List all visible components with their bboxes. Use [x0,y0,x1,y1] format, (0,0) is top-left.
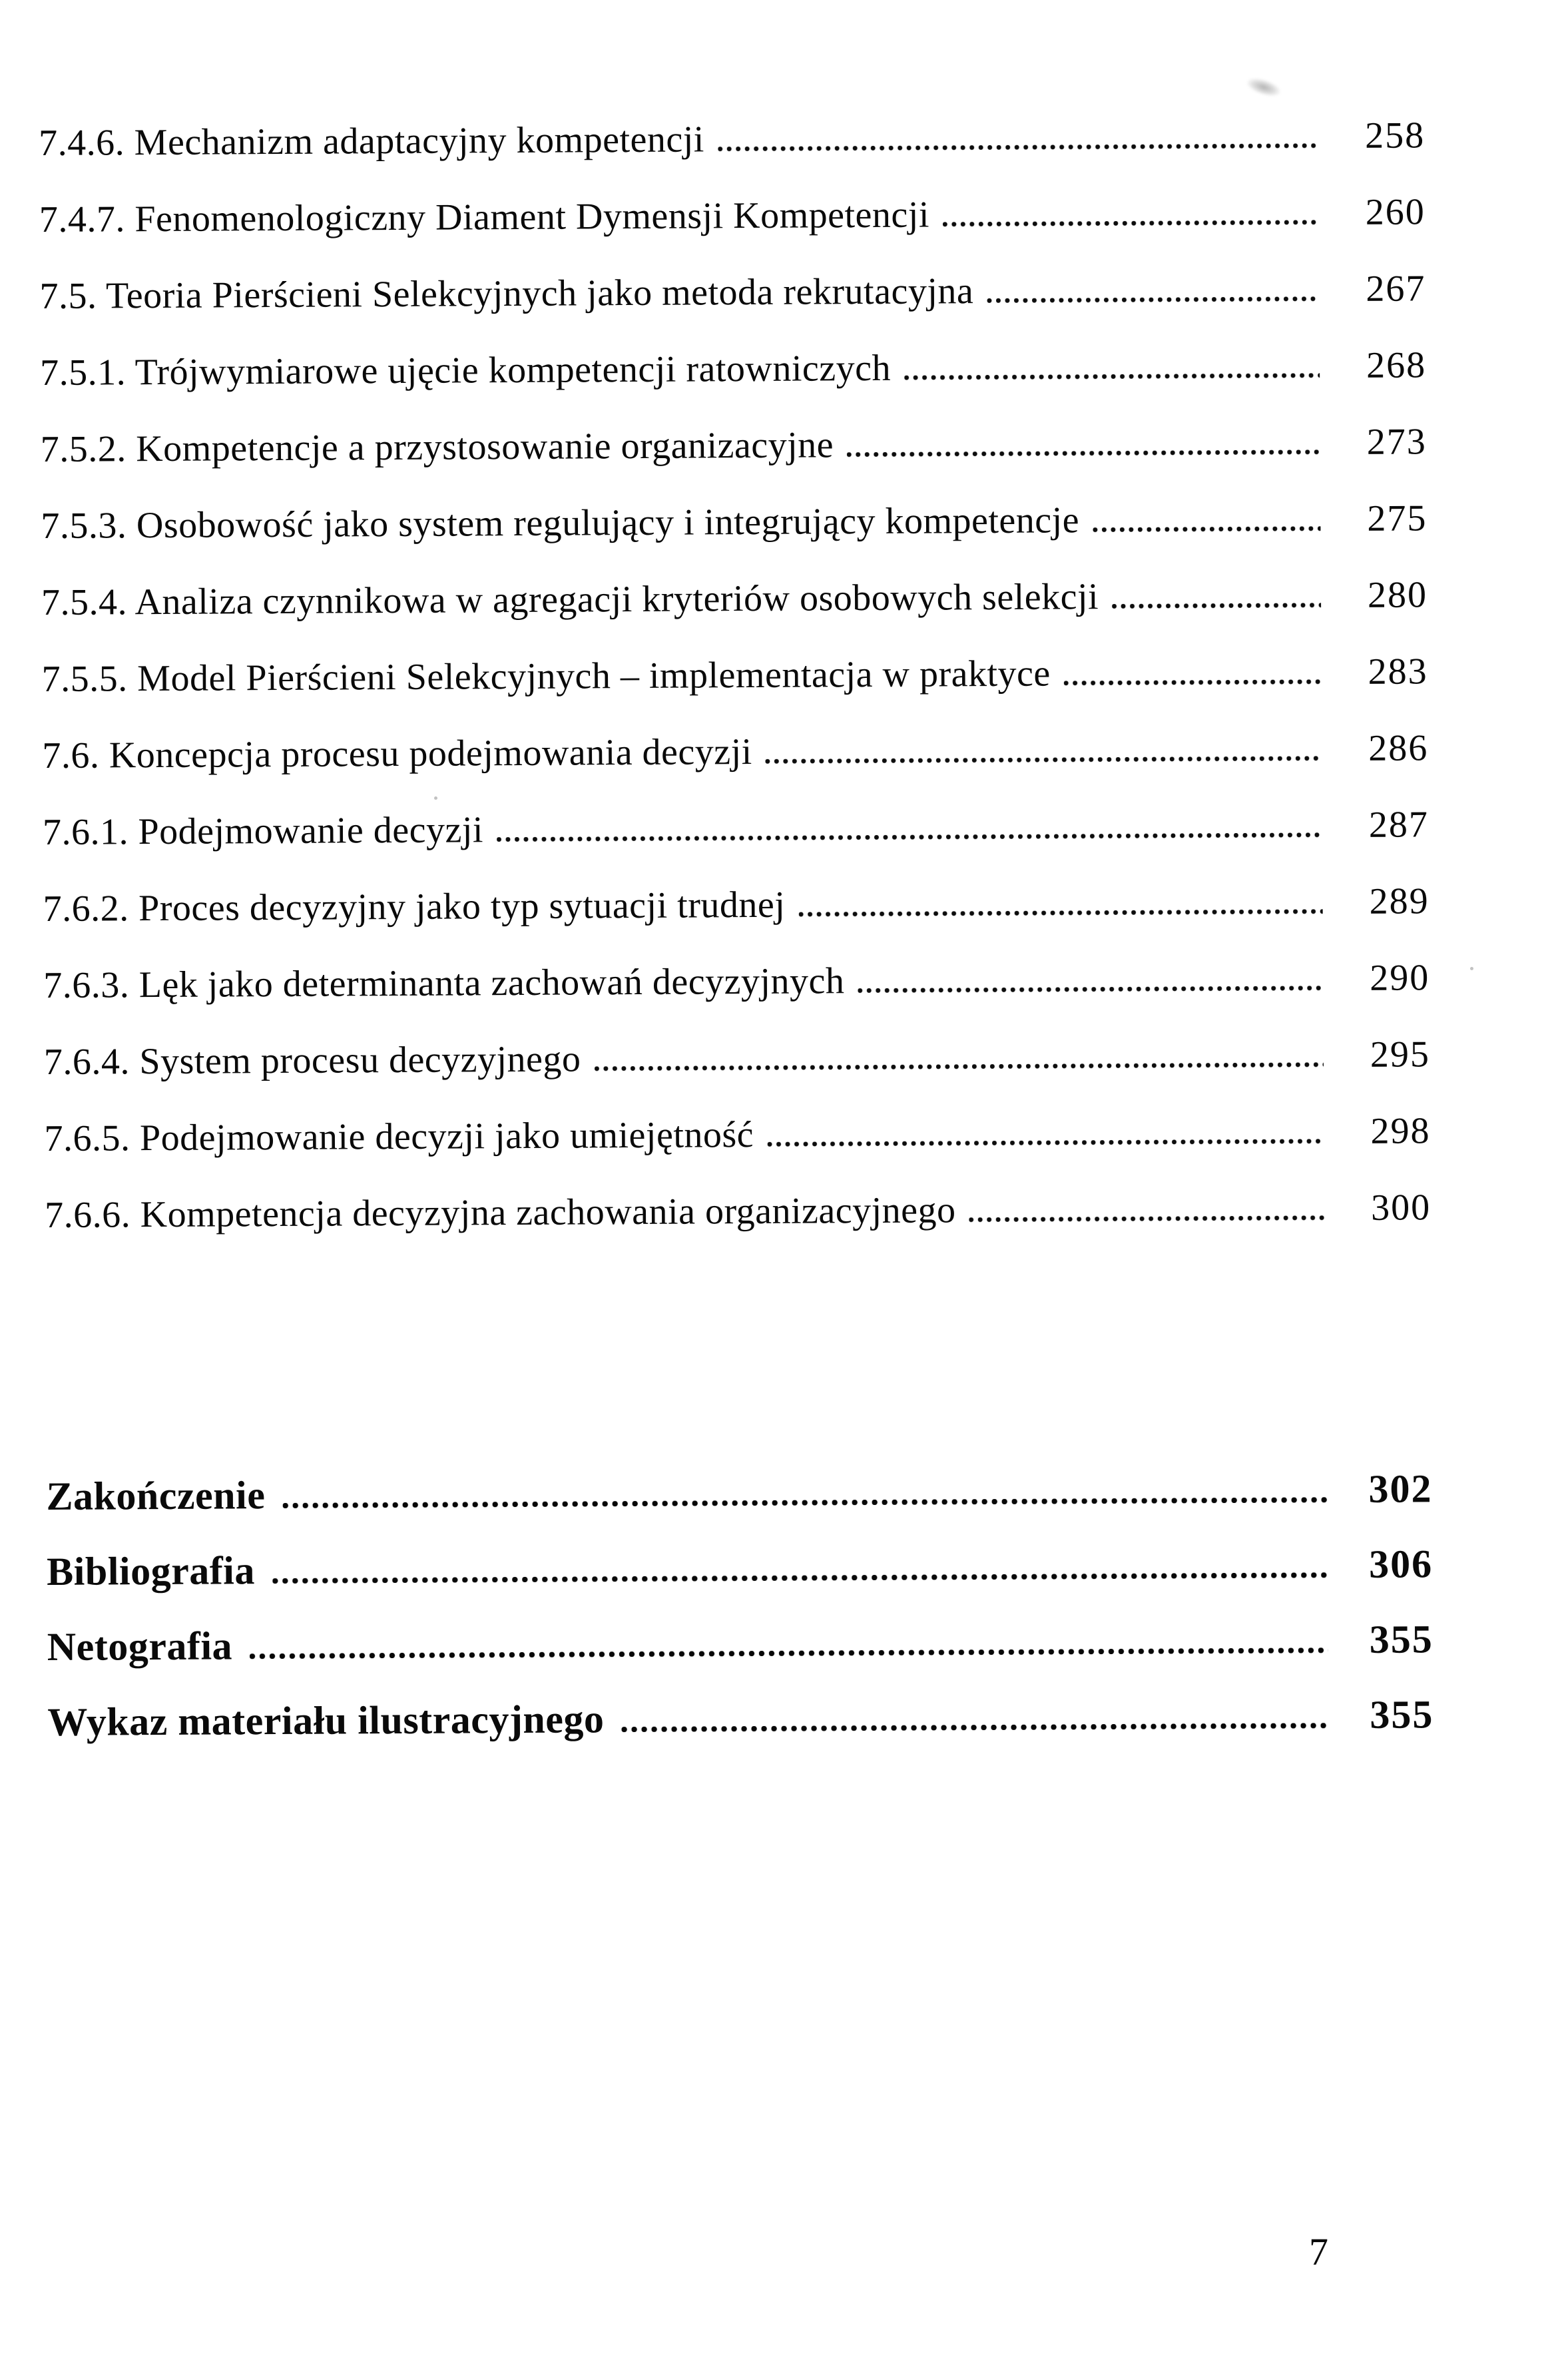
toc-row [43,803,1429,888]
toc-entry-label: 7.4.6. Mechanizm adaptacyjny kompetencji [39,119,705,164]
toc-entry-label: 7.5.3. Osobowość jako system regulujący i integrujący kompetencje [41,499,1080,547]
scan-speck [1470,967,1473,970]
dot-leader [858,986,1323,993]
toc-entry-page: 275 [1367,497,1427,539]
toc-entry-page: 300 [1370,1187,1431,1229]
dot-leader [718,143,1318,151]
toc-entry-label: Bibliografia [46,1548,256,1594]
toc-row [43,956,1430,1041]
toc-entry-page: 286 [1368,727,1429,769]
toc-row [41,497,1427,581]
toc-entry-label: 7.6.1. Podejmowanie decyzji [42,809,484,853]
toc-entry-label: 7.6. Koncepcja procesu podejmowania decyzji [42,731,752,776]
dot-leader [798,909,1322,916]
dot-leader [767,1139,1324,1147]
toc-row [41,573,1428,658]
toc-row [41,420,1427,505]
toc-row [42,650,1429,735]
dot-leader [497,832,1322,842]
toc-row [47,1691,1434,1775]
toc-entry-page: 287 [1368,804,1429,846]
toc-entry-page: 290 [1370,957,1430,999]
toc-entry-page: 355 [1370,1692,1434,1737]
toc-chapter-list [38,0,1431,1271]
toc-entry-label: 7.6.4. System procesu decyzyjnego [43,1038,581,1083]
toc-entry-label: 7.6.6. Kompetencja decyzyjna zachowania organizacyjnego [45,1189,956,1236]
toc-entry-label: Wykaz materiału ilustracyjnego [47,1697,605,1744]
toc-entry-label: 7.5.2. Kompetencje a przystosowanie organizacyjne [40,424,834,470]
toc-row [47,1616,1434,1699]
toc-row [40,344,1427,428]
toc-entry-page: 267 [1366,268,1426,310]
dot-leader [943,220,1319,226]
dot-leader [272,1572,1328,1584]
toc-entry-label: 7.5. Teoria Pierścieni Selekcyjnych jako metoda rekrutacyjna [39,270,974,317]
dot-leader [904,373,1320,380]
toc-entry-label: 7.5.5. Model Pierścieni Selekcyjnych – implementacja w praktyce [41,653,1051,700]
toc-entry-label: 7.6.5. Podejmowanie decyzji jako umiejętność [44,1114,754,1159]
dot-leader [282,1497,1327,1508]
toc-entry-label: Zakończenie [46,1473,266,1518]
toc-row [42,727,1429,811]
toc-entry-page: 355 [1369,1617,1433,1661]
footer-page-number: 7 [1309,2230,1328,2273]
dot-leader [250,1647,1328,1659]
toc-entry-page: 273 [1366,421,1427,463]
dot-leader [969,1215,1325,1222]
toc-entry-page: 295 [1370,1034,1431,1075]
toc-row [39,114,1425,198]
dot-leader [1093,526,1320,532]
toc-entry-label: 7.5.1. Trójwymiarowe ujęcie kompetencji ratowniczych [39,347,892,394]
toc-entry-page: 268 [1366,344,1427,386]
toc-content [38,0,1434,1775]
dot-leader [1112,603,1321,609]
toc-row [44,1109,1431,1194]
toc-entry-label: 7.5.4. Analiza czynnikowa w agregacji kryteriów osobowych selekcji [41,576,1099,623]
toc-entry-page: 258 [1364,115,1425,156]
toc-row [44,1033,1431,1117]
dot-leader [621,1723,1328,1732]
dot-leader [987,296,1319,303]
toc-entry-page: 280 [1367,574,1428,616]
toc-row [43,880,1429,964]
toc-entry-page: 260 [1365,191,1425,233]
toc-entry-label: 7.6.3. Lęk jako determinanta zachowań decyzyjnych [43,960,845,1006]
toc-row [39,267,1426,352]
dot-leader [766,756,1322,764]
toc-entry-page: 289 [1369,880,1429,922]
toc-entry-label: Netografia [47,1624,233,1669]
toc-backmatter-list [45,1344,1434,1775]
dot-leader [847,449,1320,457]
dot-leader [595,1062,1324,1071]
toc-entry-page: 302 [1368,1466,1433,1511]
toc-row [39,190,1426,275]
toc-row [46,1466,1433,1549]
toc-entry-label: 7.4.7. Fenomenologiczny Diament Dymensji Kompetencji [39,194,930,240]
toc-entry-page: 283 [1368,651,1428,693]
toc-row [47,1541,1433,1624]
toc-entry-page: 298 [1370,1110,1431,1152]
toc-entry-label: 7.6.2. Proces decyzyjny jako typ sytuacji trudnej [43,884,786,930]
toc-row [45,1186,1431,1271]
toc-entry-page: 306 [1368,1542,1433,1586]
dot-leader [1064,679,1322,685]
